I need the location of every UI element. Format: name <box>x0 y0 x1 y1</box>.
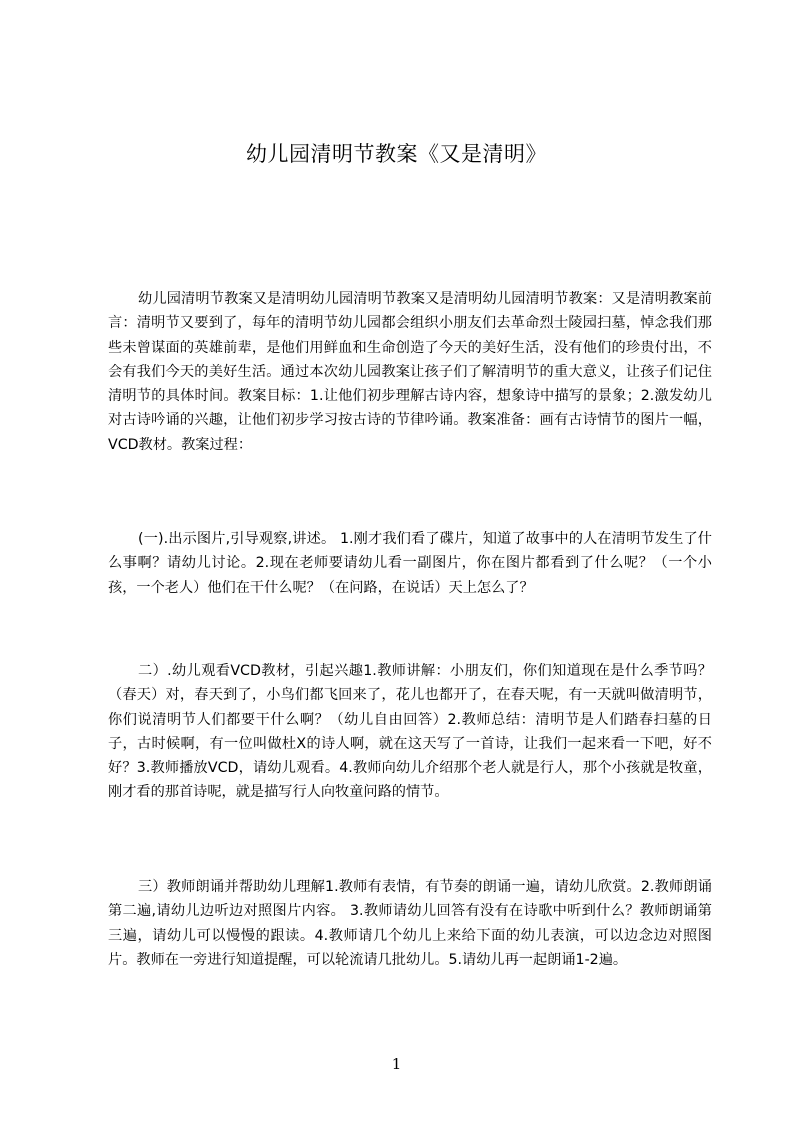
step-three-paragraph: 三）教师朗诵并帮助幼儿理解1.教师有表情，有节奏的朗诵一遍，请幼儿欣赏。2.教师朗诵第二遍,请幼儿边听边对照图片内容。 3.教师请幼儿回答有没有在诗歌中听到什么？教师朗诵第三遍，请幼儿可以慢慢的跟读。4.教师请几个幼儿上来给下面的幼儿表演，可以边念边对照图片。教师在一旁进行知道提醒，可以轮流请几批幼儿。5.请幼儿再一起朗诵1-2遍。 <box>108 879 712 968</box>
step-one-paragraph: (一).出示图片,引导观察,讲述。 1.刚才我们看了碟片，知道了故事中的人在清明节发生了什么事啊？请幼儿讨论。2.现在老师要请幼儿看一副图片，你在图片都看到了什么呢？（一个小孩，一个老人）他们在干什么呢？（在问路，在说话）天上怎么了？ <box>108 531 712 596</box>
page-number: 1 <box>391 1055 402 1073</box>
intro-paragraph: 幼儿园清明节教案又是清明幼儿园清明节教案又是清明幼儿园清明节教案：又是清明教案前言：清明节又要到了，每年的清明节幼儿园都会组织小朋友们去革命烈士陵园扫墓，悼念我们那些未曾谋面的英雄前辈，是他们用鲜血和生命创造了今天的美好生活，没有他们的珍贵付出，不会有我们今天的美好生活。通过本次幼儿园教案让孩子们了解清明节的重大意义，让孩子们记住清明节的具体时间。教案目标：1.让他们初步理解古诗内容，想象诗中描写的景象；2.激发幼儿对古诗吟诵的兴趣，让他们初步学习按古诗的节律吟诵。教案准备：画有古诗情节的图片一幅，VCD教材。教案过程： <box>108 291 712 453</box>
step-two-paragraph: 二）.幼儿观看VCD教材，引起兴趣1.教师讲解：小朋友们，你们知道现在是什么季节吗？（春天）对，春天到了，小鸟们都飞回来了，花儿也都开了，在春天呢，有一天就叫做清明节，你们说清明节人们都要干什么啊？（幼儿自由回答）2.教师总结：清明节是人们踏春扫墓的日子，古时候啊，有一位叫做杜X的诗人啊，就在这天写了一首诗，让我们一起来看一下吧，好不好？3.教师播放VCD，请幼儿观看。4.教师向幼儿介绍那个老人就是行人，那个小孩就是牧童，刚才看的那首诗呢，就是描写行人向牧童问路的情节。 <box>108 663 712 801</box>
document-title: 幼儿园清明节教案《又是清明》 <box>246 142 547 166</box>
